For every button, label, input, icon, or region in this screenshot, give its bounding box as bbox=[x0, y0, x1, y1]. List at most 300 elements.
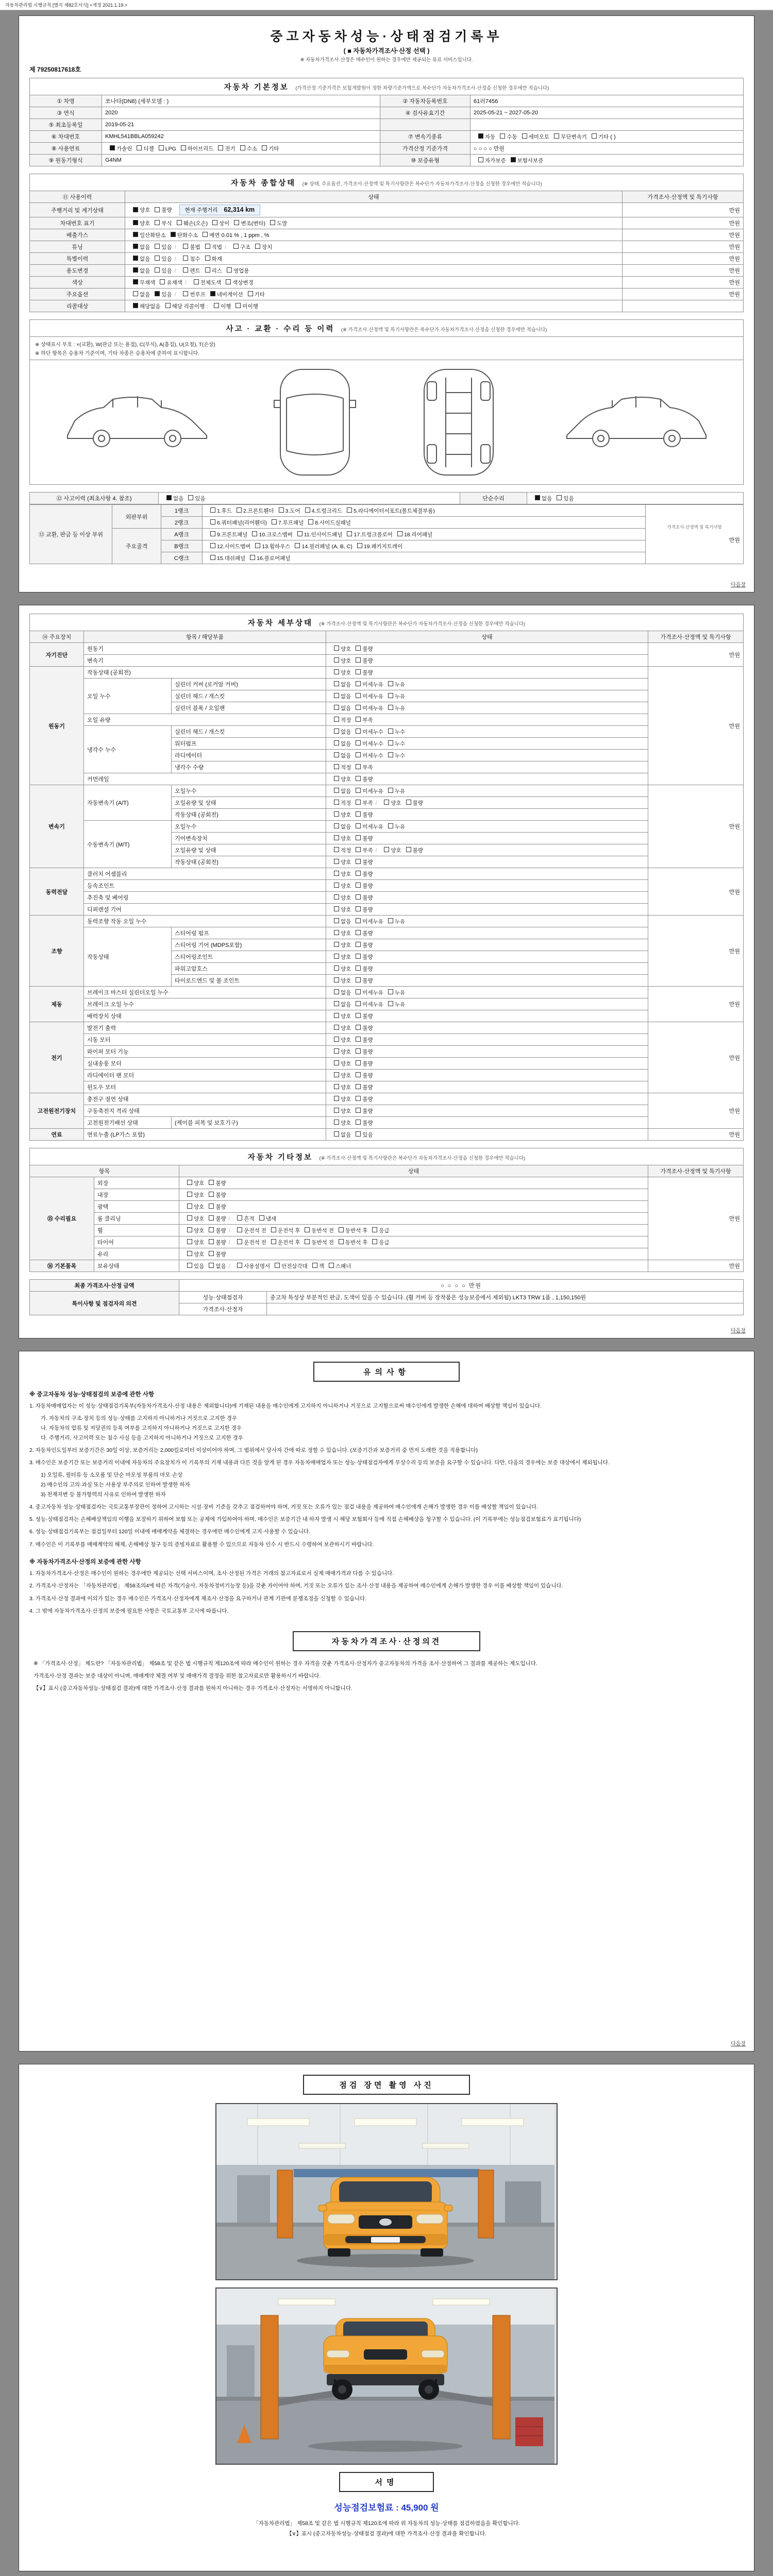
etc-checkbox[interactable] bbox=[237, 1227, 242, 1232]
etc-checkbox[interactable] bbox=[209, 1251, 214, 1256]
detail-checkbox[interactable] bbox=[356, 847, 361, 852]
detail-checkbox[interactable] bbox=[388, 740, 393, 745]
basic-field-checkbox[interactable] bbox=[478, 157, 483, 162]
detail-checkbox[interactable] bbox=[334, 1025, 339, 1030]
basic-field-value bbox=[470, 131, 744, 143]
basic-field-label: ② 자동차등록번호 bbox=[380, 95, 470, 107]
detail-checkbox[interactable] bbox=[356, 705, 361, 710]
overall-checkbox[interactable] bbox=[155, 291, 160, 296]
overall-checkbox[interactable] bbox=[233, 244, 239, 249]
etc-checkbox[interactable] bbox=[209, 1215, 214, 1221]
overall-checkbox[interactable] bbox=[214, 303, 219, 308]
overall-checkbox[interactable] bbox=[227, 267, 232, 273]
detail-checkbox[interactable] bbox=[356, 883, 361, 888]
etc-checkbox[interactable] bbox=[187, 1192, 192, 1197]
basic-field-label: ⑩ 보증유형 bbox=[380, 155, 470, 166]
overall-checkbox[interactable] bbox=[205, 244, 210, 249]
detail-item-label: 구동축전지 격리 상태 bbox=[84, 1105, 326, 1117]
detail-checkbox[interactable] bbox=[356, 977, 361, 982]
detail-checkbox[interactable] bbox=[356, 740, 361, 745]
table-row bbox=[30, 1081, 744, 1093]
overall-checkbox[interactable] bbox=[205, 267, 210, 273]
overall-checkbox[interactable] bbox=[234, 220, 239, 225]
detail-state-cell bbox=[326, 809, 648, 821]
basic-field-checkbox-label: 디젤 bbox=[143, 145, 154, 152]
detail-checkbox-label: 없음 bbox=[341, 740, 351, 747]
next-page-link[interactable]: 다음장 bbox=[731, 1328, 746, 1334]
rank-item-checkbox[interactable] bbox=[237, 507, 242, 513]
detail-checkbox-label: 없음 bbox=[341, 705, 351, 711]
basic-field-checkbox[interactable] bbox=[592, 133, 597, 139]
detail-checkbox[interactable] bbox=[388, 1001, 393, 1006]
detail-checkbox-label: 양호 bbox=[341, 1084, 351, 1091]
overall-checkbox[interactable] bbox=[133, 267, 138, 273]
table-row bbox=[30, 265, 744, 277]
basic-field-checkbox[interactable] bbox=[500, 133, 505, 139]
rank-item-checkbox[interactable] bbox=[305, 507, 310, 513]
etc-basic-checkbox[interactable] bbox=[329, 1263, 334, 1268]
detail-checkbox[interactable] bbox=[334, 1048, 339, 1054]
detail-checkbox[interactable] bbox=[406, 800, 411, 805]
section-title-accident: 사고 · 교환 · 수리 등 이력 bbox=[226, 325, 335, 333]
price-cell: 만원 bbox=[648, 785, 744, 868]
table-row bbox=[30, 679, 744, 690]
etc-checkbox[interactable] bbox=[305, 1239, 310, 1244]
etc-checkbox[interactable] bbox=[237, 1215, 242, 1221]
basic-field-label: ⑦ 변속기종류 bbox=[380, 131, 470, 143]
detail-checkbox[interactable] bbox=[334, 705, 339, 710]
overall-checkbox[interactable] bbox=[155, 244, 160, 249]
overall-checkbox[interactable] bbox=[133, 291, 138, 296]
detail-checkbox[interactable] bbox=[356, 669, 361, 674]
detail-checkbox[interactable] bbox=[334, 823, 339, 828]
table-row bbox=[30, 155, 744, 166]
overall-checkbox[interactable] bbox=[155, 207, 160, 212]
overall-checkbox[interactable] bbox=[183, 267, 188, 273]
detail-checkbox[interactable] bbox=[356, 752, 361, 757]
detail-checkbox[interactable] bbox=[334, 930, 339, 935]
rank-item-checkbox[interactable] bbox=[210, 507, 215, 513]
detail-checkbox[interactable] bbox=[356, 918, 361, 923]
detail-checkbox[interactable] bbox=[356, 717, 361, 722]
etc-checkbox[interactable] bbox=[187, 1180, 192, 1185]
detail-state-cell bbox=[326, 702, 648, 714]
detail-checkbox[interactable] bbox=[356, 1072, 361, 1077]
rank-item-checkbox[interactable] bbox=[347, 507, 352, 513]
detail-category-label: 고전원전기장치 bbox=[30, 1093, 84, 1129]
detail-checkbox[interactable] bbox=[388, 918, 393, 923]
detail-checkbox[interactable] bbox=[334, 977, 339, 982]
detail-state-cell bbox=[326, 1010, 648, 1022]
detail-checkbox-label: 부족 bbox=[362, 800, 373, 806]
detail-checkbox[interactable] bbox=[356, 859, 361, 864]
detail-checkbox[interactable] bbox=[388, 989, 393, 994]
detail-checkbox[interactable] bbox=[334, 788, 339, 793]
overall-checkbox[interactable] bbox=[210, 291, 215, 296]
rank-item-checkbox[interactable] bbox=[297, 531, 303, 536]
detail-checkbox[interactable] bbox=[334, 693, 339, 698]
overall-checkbox[interactable] bbox=[255, 244, 260, 249]
etc-checkbox[interactable] bbox=[271, 1227, 276, 1232]
overall-checkbox[interactable] bbox=[133, 232, 138, 237]
detail-checkbox[interactable] bbox=[384, 847, 389, 852]
overall-checkbox[interactable] bbox=[183, 256, 188, 261]
detail-checkbox[interactable] bbox=[356, 681, 361, 686]
overall-checkbox[interactable] bbox=[270, 220, 275, 225]
etc-checkbox[interactable] bbox=[209, 1180, 214, 1185]
rank-item-checkbox[interactable] bbox=[255, 543, 260, 548]
rank-item-checkbox[interactable] bbox=[308, 519, 313, 524]
etc-checkbox[interactable] bbox=[372, 1239, 377, 1244]
overall-checkbox[interactable] bbox=[194, 279, 199, 284]
etc-checkbox[interactable] bbox=[187, 1204, 192, 1209]
basic-field-checkbox[interactable] bbox=[137, 145, 142, 150]
detail-checkbox[interactable] bbox=[334, 681, 339, 686]
inspection-insurance-premium bbox=[29, 2500, 744, 2513]
overall-checkbox[interactable] bbox=[133, 303, 138, 308]
rank-item-checkbox[interactable] bbox=[210, 543, 215, 548]
overall-checkbox[interactable] bbox=[171, 232, 176, 237]
rank-item-checkbox[interactable] bbox=[210, 555, 215, 560]
detail-item-label: 실내송풍 모터 bbox=[84, 1058, 326, 1070]
exchange-section-label: ⑬ 교환, 판금 등 이상 부위 bbox=[30, 505, 112, 564]
detail-checkbox[interactable] bbox=[334, 717, 339, 722]
detail-checkbox-label: 미세누수 bbox=[362, 752, 383, 759]
overall-checkbox[interactable] bbox=[155, 267, 160, 273]
detail-part-label: 냉각수 수량 bbox=[172, 761, 326, 773]
rank-item-checkbox-label: 8.사이드실패널 bbox=[315, 519, 351, 526]
rank-item-checkbox[interactable] bbox=[272, 519, 277, 524]
table-row bbox=[30, 289, 744, 300]
basic-field-checkbox[interactable] bbox=[110, 145, 115, 150]
detail-checkbox[interactable] bbox=[334, 752, 339, 757]
overall-checkbox[interactable] bbox=[155, 256, 160, 261]
overall-checkbox[interactable] bbox=[133, 207, 138, 212]
section-title-etc: 자동차 기타정보 bbox=[247, 1154, 313, 1162]
accident-history-label: ⑫ 사고이력 (최초사항 4. 참조) bbox=[30, 493, 159, 504]
detail-checkbox[interactable] bbox=[356, 954, 361, 959]
overall-checkbox[interactable] bbox=[183, 291, 188, 296]
next-page-link[interactable]: 다음장 bbox=[731, 2041, 746, 2047]
panel-photos-sign bbox=[19, 2064, 754, 2571]
basic-field-checkbox-label: 전기 bbox=[225, 145, 236, 152]
signature-title: 서명 bbox=[339, 2472, 434, 2492]
etc-checkbox-label: 운전석 전 bbox=[244, 1239, 266, 1246]
overall-checkbox-label: 적법 bbox=[211, 244, 222, 250]
etc-checkbox[interactable] bbox=[305, 1227, 310, 1232]
price-opinion-title: 자동차가격조사·산정의견 bbox=[293, 1631, 480, 1651]
detail-checkbox[interactable] bbox=[334, 800, 339, 805]
detail-checkbox-label: 적정 bbox=[341, 847, 351, 854]
etc-checkbox[interactable] bbox=[271, 1239, 276, 1244]
detail-checkbox[interactable] bbox=[334, 835, 339, 840]
detail-checkbox[interactable] bbox=[356, 1013, 361, 1018]
rank-item-checkbox[interactable] bbox=[347, 531, 352, 536]
detail-item-label: 라디에이터 팬 모터 bbox=[84, 1070, 326, 1081]
detail-checkbox[interactable] bbox=[334, 764, 339, 769]
detail-checkbox[interactable] bbox=[356, 657, 361, 663]
table-row bbox=[30, 493, 744, 504]
accident-history-checkbox[interactable] bbox=[166, 495, 172, 500]
rank-item-checkbox[interactable] bbox=[250, 555, 255, 560]
etc-checkbox[interactable] bbox=[187, 1239, 192, 1244]
etc-checkbox[interactable] bbox=[187, 1215, 192, 1221]
price-cell bbox=[646, 505, 744, 564]
price-cell: 만원 bbox=[648, 1177, 744, 1260]
detail-checkbox[interactable] bbox=[356, 965, 361, 971]
detail-checkbox[interactable] bbox=[334, 657, 339, 663]
detail-item-label: 동력조향 작동 오일 누수 bbox=[84, 916, 326, 927]
detail-checkbox[interactable] bbox=[334, 1060, 339, 1065]
overall-checkbox[interactable] bbox=[226, 279, 231, 284]
detail-checkbox[interactable] bbox=[388, 705, 393, 710]
basic-field-text: G4NM bbox=[105, 157, 122, 163]
detail-checkbox-label: 부족 bbox=[362, 717, 373, 723]
basic-field-checkbox-label: 하이브리드 bbox=[187, 145, 214, 152]
rank-item-checkbox[interactable] bbox=[397, 531, 402, 536]
detail-checkbox-label: 불량 bbox=[362, 1072, 373, 1079]
detail-checkbox[interactable] bbox=[334, 918, 339, 923]
overall-checkbox[interactable] bbox=[155, 220, 160, 225]
accident-history-checkbox-label: 없음 bbox=[173, 495, 184, 502]
detail-checkbox[interactable] bbox=[334, 646, 339, 651]
etc-basic-checkbox[interactable] bbox=[209, 1263, 214, 1268]
exchange-rank-table bbox=[29, 504, 744, 564]
detail-checkbox[interactable] bbox=[356, 811, 361, 817]
detail-checkbox[interactable] bbox=[388, 752, 393, 757]
etc-checkbox[interactable] bbox=[209, 1239, 214, 1244]
overall-checkbox[interactable] bbox=[236, 303, 241, 308]
simple-repair-checkbox[interactable] bbox=[557, 495, 562, 500]
overall-checkbox-label: 장치 bbox=[262, 244, 273, 250]
overall-box-label: 현재 주행거리 bbox=[184, 207, 218, 213]
detail-state-cell bbox=[326, 761, 648, 773]
detail-checkbox[interactable] bbox=[334, 1108, 339, 1113]
detail-checkbox[interactable] bbox=[356, 1037, 361, 1042]
detail-header-state: 상태 bbox=[326, 631, 648, 643]
basic-field-checkbox[interactable] bbox=[159, 145, 164, 150]
detail-checkbox[interactable] bbox=[356, 788, 361, 793]
detail-checkbox[interactable] bbox=[356, 646, 361, 651]
basic-field-label: ⑨ 원동기형식 bbox=[30, 155, 102, 166]
detail-checkbox[interactable] bbox=[334, 1131, 339, 1137]
detail-checkbox[interactable] bbox=[334, 1072, 339, 1077]
detail-state-cell bbox=[326, 750, 648, 761]
detail-checkbox[interactable] bbox=[356, 894, 361, 900]
detail-checkbox[interactable] bbox=[356, 1025, 361, 1030]
detail-checkbox[interactable] bbox=[334, 740, 339, 745]
panel-notice bbox=[19, 1351, 754, 2052]
notice-block-header: ※ 중고자동차 성능·상태점검의 보증에 관한 사항 bbox=[29, 1392, 155, 1398]
overall-checkbox[interactable] bbox=[177, 220, 182, 225]
detail-checkbox[interactable] bbox=[356, 1001, 361, 1006]
overall-checkbox[interactable] bbox=[205, 256, 210, 261]
etc-basic-checkbox[interactable] bbox=[237, 1263, 242, 1268]
detail-checkbox[interactable] bbox=[334, 1037, 339, 1042]
rank-label: 2랭크 bbox=[161, 517, 203, 529]
detail-state-cell bbox=[326, 797, 648, 809]
detail-checkbox[interactable] bbox=[356, 989, 361, 994]
rank-item-checkbox[interactable] bbox=[357, 543, 362, 548]
detail-checkbox[interactable] bbox=[356, 1096, 361, 1101]
detail-checkbox-label: 미세누유 bbox=[362, 681, 383, 688]
detail-state-cell bbox=[326, 690, 648, 702]
rank-item-checkbox-label: 6.쿼터패널(리어휀더) bbox=[217, 519, 267, 526]
detail-checkbox[interactable] bbox=[334, 942, 339, 947]
detail-checkbox[interactable] bbox=[356, 1048, 361, 1054]
rank-item-checkbox[interactable] bbox=[295, 543, 300, 548]
detail-checkbox[interactable] bbox=[334, 811, 339, 817]
detail-checkbox[interactable] bbox=[334, 776, 339, 781]
inspector-opinion-text bbox=[267, 1303, 744, 1315]
overall-checkbox[interactable] bbox=[133, 220, 138, 225]
detail-checkbox[interactable] bbox=[388, 788, 393, 793]
etc-checkbox[interactable] bbox=[209, 1227, 214, 1232]
detail-checkbox[interactable] bbox=[356, 1084, 361, 1089]
detail-checkbox-label: 불량 bbox=[362, 776, 373, 783]
overall-checkbox[interactable] bbox=[133, 279, 138, 284]
detail-checkbox[interactable] bbox=[356, 776, 361, 781]
overall-checkbox[interactable] bbox=[203, 232, 208, 237]
next-page-link[interactable]: 다음장 bbox=[731, 582, 746, 588]
detail-item-label: 클러치 어셈블리 bbox=[84, 868, 326, 880]
detail-checkbox[interactable] bbox=[356, 1120, 361, 1125]
detail-state-cell bbox=[326, 1129, 648, 1141]
car-type-legend: ※ 하단 항목은 승용차 기준이며, 기타 차종은 승용차에 준하여 표시합니다. bbox=[35, 351, 200, 357]
detail-checkbox[interactable] bbox=[356, 728, 361, 734]
overall-item-label: 튜닝 bbox=[30, 241, 125, 253]
detail-checkbox[interactable] bbox=[356, 1108, 361, 1113]
table-row bbox=[30, 726, 744, 738]
detail-checkbox[interactable] bbox=[334, 728, 339, 734]
detail-checkbox[interactable] bbox=[384, 800, 389, 805]
detail-checkbox[interactable] bbox=[334, 906, 339, 911]
price-cell: 만원 bbox=[623, 229, 744, 241]
basic-field-checkbox[interactable] bbox=[262, 145, 267, 150]
etc-basic-checkbox[interactable] bbox=[275, 1263, 280, 1268]
basic-field-checkbox[interactable] bbox=[218, 145, 223, 150]
detail-checkbox[interactable] bbox=[356, 764, 361, 769]
etc-checkbox[interactable] bbox=[209, 1192, 214, 1197]
etc-basic-checkbox[interactable] bbox=[187, 1263, 192, 1268]
detail-state-cell bbox=[326, 856, 648, 868]
etc-checkbox[interactable] bbox=[209, 1204, 214, 1209]
etc-checkbox-label: 응급 bbox=[379, 1227, 390, 1234]
detail-checkbox[interactable] bbox=[356, 871, 361, 876]
table-row bbox=[30, 880, 744, 892]
detail-checkbox[interactable] bbox=[334, 1001, 339, 1006]
detail-checkbox[interactable] bbox=[334, 954, 339, 959]
etc-checkbox[interactable] bbox=[187, 1227, 192, 1232]
detail-checkbox-label: 있음 bbox=[362, 1131, 373, 1138]
detail-checkbox[interactable] bbox=[356, 1131, 361, 1137]
notice-sub-item: 1) 오일류, 필터류 등 소모품 및 단순 마모성 부품의 마모·손상 bbox=[41, 1472, 183, 1479]
detail-checkbox[interactable] bbox=[356, 693, 361, 698]
detail-checkbox-label: 불량 bbox=[362, 646, 373, 652]
etc-checkbox-label: 운전석 후 bbox=[277, 1239, 300, 1246]
table-row bbox=[30, 505, 744, 517]
detail-checkbox[interactable] bbox=[334, 1120, 339, 1125]
detail-state-cell bbox=[326, 868, 648, 880]
detail-checkbox[interactable] bbox=[356, 823, 361, 828]
rank-item-checkbox-label: 3.도어 bbox=[285, 507, 300, 514]
detail-checkbox[interactable] bbox=[334, 965, 339, 971]
overall-checkbox[interactable] bbox=[160, 279, 165, 284]
group-separator: / bbox=[184, 280, 187, 286]
overall-checkbox[interactable] bbox=[133, 256, 138, 261]
panel-group-label: 주요골격 bbox=[112, 529, 161, 564]
detail-checkbox[interactable] bbox=[334, 859, 339, 864]
overall-checkbox[interactable] bbox=[212, 220, 217, 225]
detail-checkbox[interactable] bbox=[388, 681, 393, 686]
etc-checkbox[interactable] bbox=[372, 1227, 377, 1232]
detail-checkbox[interactable] bbox=[334, 989, 339, 994]
basic-field-checkbox[interactable] bbox=[511, 157, 516, 162]
rank-item-checkbox[interactable] bbox=[252, 531, 257, 536]
rank-item-checkbox[interactable] bbox=[210, 519, 215, 524]
table-row bbox=[30, 107, 744, 119]
accident-history-table bbox=[29, 492, 744, 504]
detail-checkbox[interactable] bbox=[334, 894, 339, 900]
overall-checkbox[interactable] bbox=[183, 244, 188, 249]
overall-checkbox[interactable] bbox=[248, 291, 253, 296]
overall-checkbox[interactable] bbox=[133, 244, 138, 249]
detail-checkbox[interactable] bbox=[356, 1060, 361, 1065]
basic-field-checkbox[interactable] bbox=[181, 145, 186, 150]
detail-checkbox[interactable] bbox=[356, 930, 361, 935]
detail-checkbox[interactable] bbox=[406, 847, 411, 852]
detail-checkbox[interactable] bbox=[388, 693, 393, 698]
detail-checkbox[interactable] bbox=[334, 1013, 339, 1018]
table-row bbox=[30, 143, 744, 155]
table-row bbox=[30, 229, 744, 241]
etc-basic-checkbox[interactable] bbox=[312, 1263, 317, 1268]
detail-checkbox[interactable] bbox=[334, 1096, 339, 1101]
detail-checkbox[interactable] bbox=[334, 847, 339, 852]
basic-field-checkbox[interactable] bbox=[522, 133, 527, 139]
overall-checkbox[interactable] bbox=[165, 303, 171, 308]
etc-state-cell bbox=[179, 1260, 648, 1272]
detail-checkbox[interactable] bbox=[334, 669, 339, 674]
rank-item-checkbox[interactable] bbox=[279, 507, 284, 513]
etc-checkbox[interactable] bbox=[339, 1239, 344, 1244]
detail-checkbox[interactable] bbox=[356, 800, 361, 805]
detail-state-cell bbox=[326, 1070, 648, 1081]
detail-checkbox[interactable] bbox=[356, 942, 361, 947]
rank-item-checkbox[interactable] bbox=[210, 531, 215, 536]
basic-field-checkbox[interactable] bbox=[240, 145, 245, 150]
detail-checkbox[interactable] bbox=[356, 906, 361, 911]
simple-repair-checkbox[interactable] bbox=[535, 495, 540, 500]
basic-field-checkbox[interactable] bbox=[554, 133, 559, 139]
price-cell: 만원 bbox=[648, 868, 744, 916]
overall-checkbox-label: 영업용 bbox=[233, 267, 249, 274]
basic-field-checkbox[interactable] bbox=[478, 133, 483, 139]
etc-checkbox[interactable] bbox=[187, 1251, 192, 1256]
etc-checkbox[interactable] bbox=[339, 1227, 344, 1232]
etc-checkbox[interactable] bbox=[237, 1239, 242, 1244]
detail-checkbox[interactable] bbox=[356, 835, 361, 840]
detail-checkbox[interactable] bbox=[334, 883, 339, 888]
detail-checkbox-label: 양호 bbox=[341, 1060, 351, 1067]
detail-checkbox[interactable] bbox=[334, 871, 339, 876]
detail-checkbox[interactable] bbox=[334, 1084, 339, 1089]
detail-checkbox[interactable] bbox=[388, 728, 393, 734]
overall-item-label: 주요옵션 bbox=[30, 289, 125, 300]
etc-checkbox[interactable] bbox=[259, 1215, 264, 1221]
detail-checkbox[interactable] bbox=[388, 823, 393, 828]
accident-history-checkbox[interactable] bbox=[188, 495, 193, 500]
